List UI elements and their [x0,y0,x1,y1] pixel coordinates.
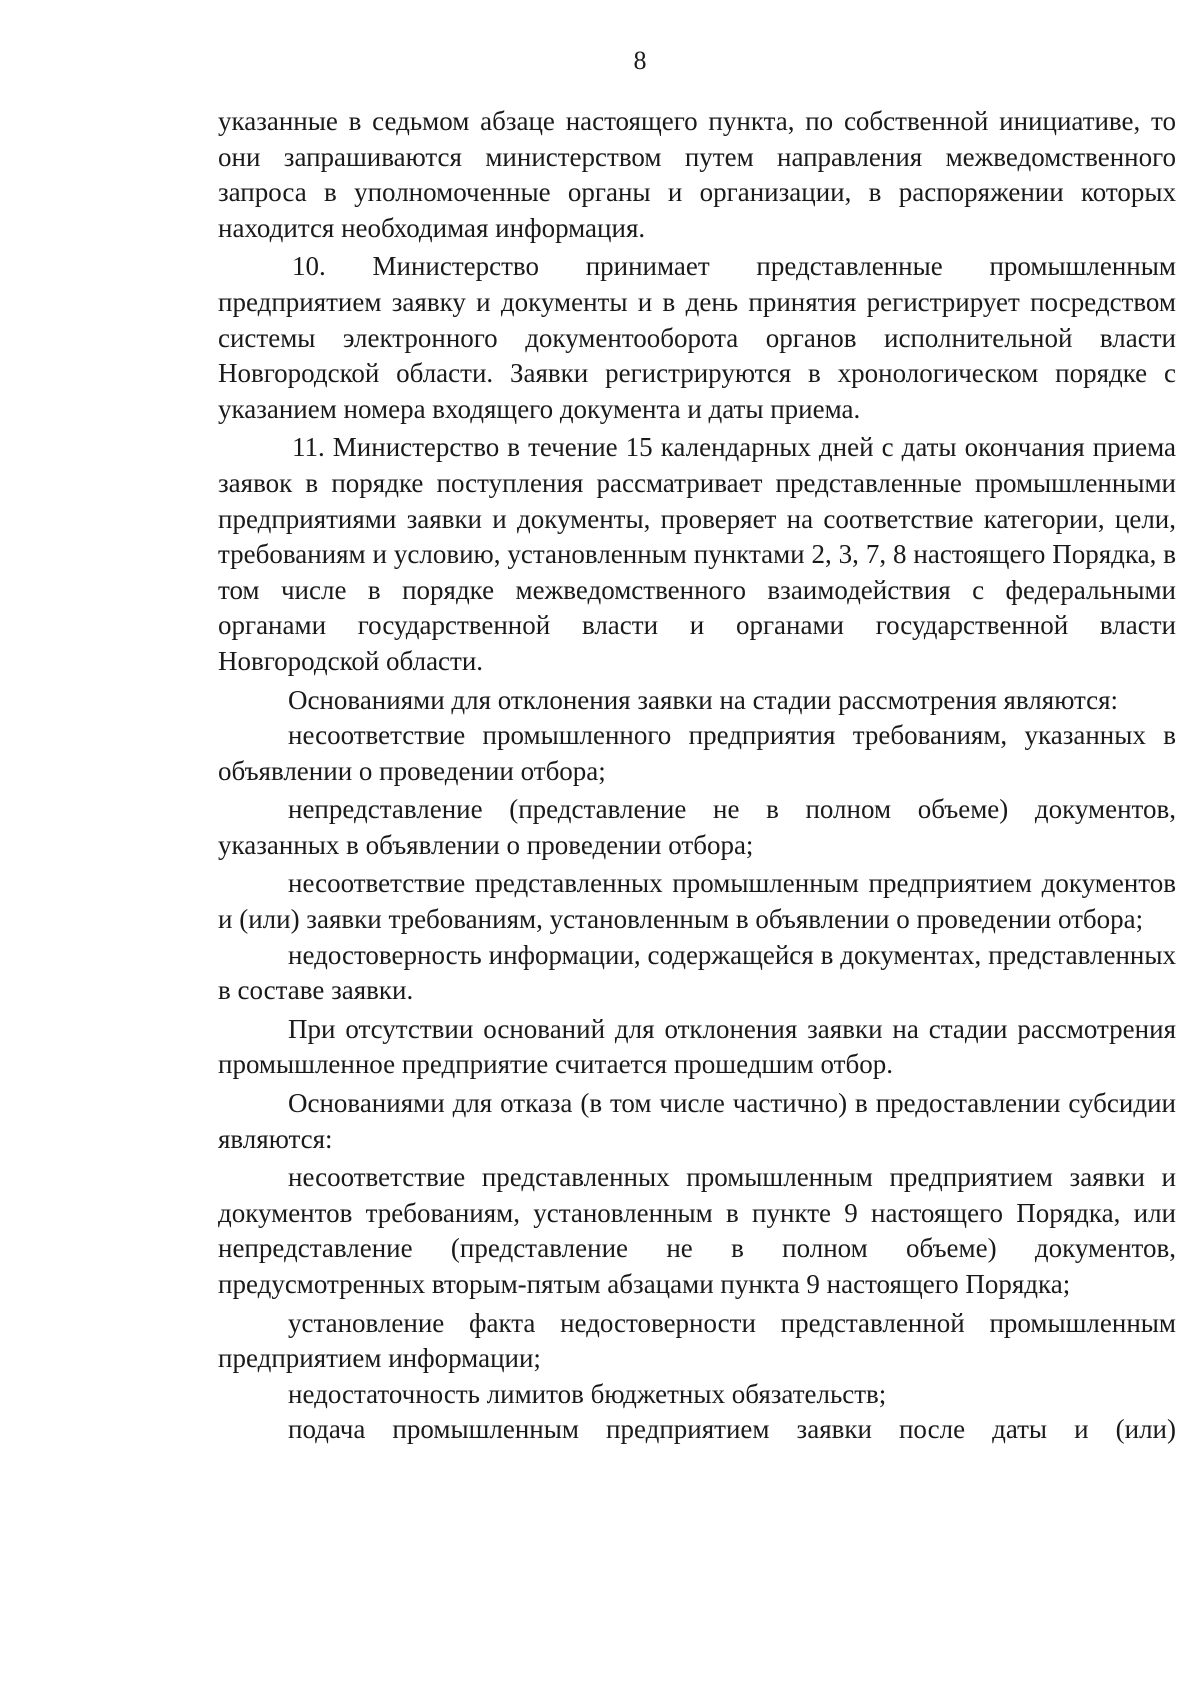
paragraph-refusal-ground-2: установление факта недостоверности представленной промышленным предприятием информации; [218,1307,1176,1374]
paragraph-item-11: 11. Министерство в течение 15 календарных дней с даты окончания приема заявок в порядке поступления рассматривает представленные промышленными предприятиями заявки и документы, проверяет на соответствие категории, цели, требованиям и условию, установленным пунктами 2, 3, 7, 8 настоящего Порядка, в том числе в порядке межведомственного взаимодействия с федеральными органами государственной власти и органами государственной власти Новгородской области. [218,432,1176,676]
paragraph-rejection-ground-3: несоответствие представленных промышленным предприятием документов и (или) заявки требованиям, установленным в объявлении о проведении отбора; [218,868,1176,935]
paragraph-rejection-ground-1: несоответствие промышленного предприятия требованиям, указанных в объявлении о проведении отбора; [218,720,1176,786]
page-number: 8 [633,46,647,75]
paragraph-refusal-ground-3: недостаточность лимитов бюджетных обязательств; [288,1378,887,1409]
paragraph-refusal-ground-4: подача промышленным предприятием заявки после даты и (или) [288,1414,1176,1445]
paragraph-continuation: указанные в седьмом абзаце настоящего пункта, по собственной инициативе, то они запрашиваются министерством путем направления межведомственного запроса в уполномоченные органы и организации, в распоряжении которых находится необходимая информация. [218,106,1176,243]
paragraph-refusal-ground-1: несоответствие представленных промышленным предприятием заявки и документов требованиям, установленным в пункте 9 настоящего Порядка, или непредставление (представление не в полном объеме) документов, предусмотренных вторым-пятым абзацами пункта 9 настоящего Порядка; [218,1162,1176,1299]
paragraph-item-10: 10. Министерство принимает представленные промышленным предприятием заявку и документы и в день принятия регистрирует посредством системы электронного документооборота органов исполнительной власти Новгородской области. Заявки регистрируются в хронологическом порядке с указанием номера входящего документа и даты приема. [218,251,1176,424]
paragraph-passed-selection: При отсутствии оснований для отклонения заявки на стадии рассмотрения промышленное предприятие считается прошедшим отбор. [218,1013,1176,1080]
paragraph-refusal-grounds: Основаниями для отказа (в том числе частично) в предоставлении субсидии являются: [218,1088,1176,1154]
paragraph-rejection-ground-4: недостоверность информации, содержащейся в документах, представленных в составе заявки. [218,939,1176,1006]
paragraph-rejection-ground-2: непредставление (представление не в полном объеме) документов, указанных в объявлении о проведении отбора; [218,794,1176,860]
document-body [218,104,1176,1448]
paragraph-rejection-grounds: Основаниями для отклонения заявки на стадии рассмотрения являются: [288,684,1119,715]
